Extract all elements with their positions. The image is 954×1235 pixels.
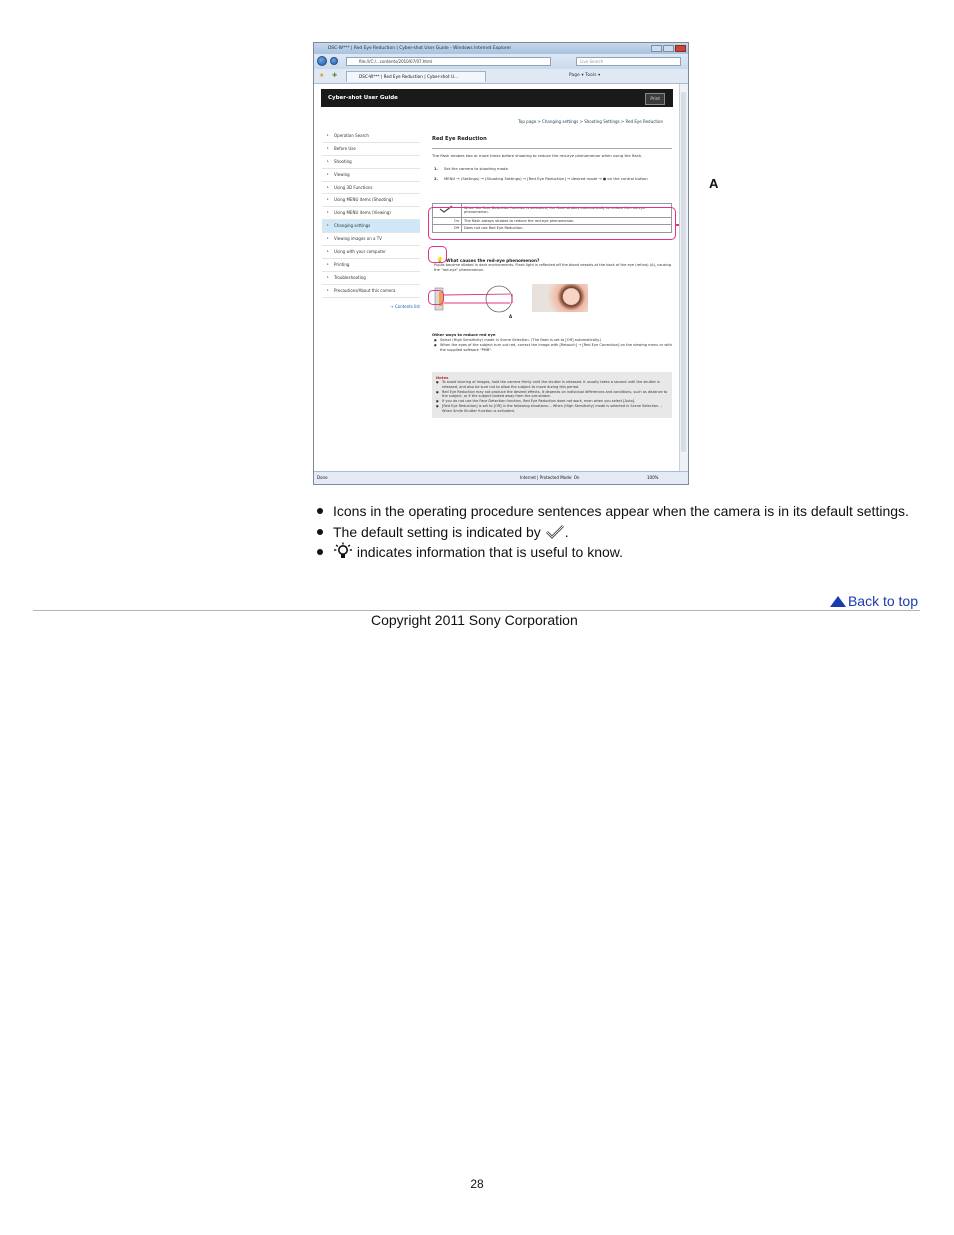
hint-title: What causes the red-eye phenomenon? xyxy=(446,258,540,263)
menu-item: ▸ Using with your computer xyxy=(322,246,420,259)
menu-item: ▸ Viewing images on a TV xyxy=(322,233,420,246)
scrollbar xyxy=(679,84,688,472)
note-item: ● To avoid blurring of images, hold the camera firmly until the shutter is released. It usually takes a second until the shutter is released, and also be sure not to allow the subject to move during this period. xyxy=(436,380,668,390)
option-desc: When the Face Detection function is activated, the flash strobes automatically to reduce the red-eye phenomenon. xyxy=(462,204,672,218)
heading-rule xyxy=(432,148,672,149)
note-item: ● Red Eye Reduction may not produce the desired effects. It depends on individual differences and conditions, such as distance to the subject, or if the subject looked away from the pre-strobe. xyxy=(436,390,668,400)
guide-heading: Red Eye Reduction xyxy=(432,136,487,142)
guide-main xyxy=(432,136,673,413)
option-key: On xyxy=(433,217,462,225)
forward-arrow-icon xyxy=(330,57,338,65)
menu-item: ▸ Using MENU items (Shooting) xyxy=(322,194,420,207)
info-bullets xyxy=(314,501,944,563)
maximize-icon xyxy=(663,45,674,52)
address-bar xyxy=(314,54,688,69)
guide-header xyxy=(321,89,673,107)
diagram-label: A xyxy=(509,314,513,319)
procedure-callout xyxy=(428,207,676,240)
menu-item: ▸ Troubleshooting xyxy=(322,272,420,285)
close-icon xyxy=(675,45,686,52)
menu-item: ▸ Before Use xyxy=(322,143,420,156)
minimize-icon xyxy=(651,45,662,52)
other-item: ● When the eyes of the subject turn out red, correct the image with [Retouch] → [Red Eye Correction] on the viewing menu or with the supplied software "PMB". xyxy=(432,343,672,353)
zoom-level: 100% xyxy=(647,475,659,480)
hint-callout xyxy=(428,290,444,305)
bullet-text: Icons in the operating procedure sentences appear when the camera is in its default settings. xyxy=(333,503,909,519)
other-ways xyxy=(432,332,672,353)
footer-divider xyxy=(33,610,920,611)
menu-item: ▸ Using 3D Functions xyxy=(322,182,420,195)
browser-screenshot-image xyxy=(313,42,689,485)
browser-tab: DSC-W*** | Red Eye Reduction | Cyber-shot U... xyxy=(346,71,486,82)
contents-list-link: → Contents list xyxy=(390,303,420,309)
option-key: Off xyxy=(433,225,462,233)
page-number: 28 xyxy=(470,1177,484,1191)
window-controls xyxy=(651,45,686,52)
print-button: Print xyxy=(645,93,665,105)
default-setting-callout xyxy=(428,246,447,263)
bullet-item: The default setting is indicated by . xyxy=(314,522,944,543)
notes-box xyxy=(432,372,672,418)
intro-text: The flash strobes two or more times before shooting to reduce the red-eye phenomenon when using the flash. xyxy=(432,153,643,158)
eye-diagram-icon xyxy=(434,284,524,328)
menu-item: ▸ Viewing xyxy=(322,169,420,182)
back-to-top-link[interactable]: Back to top xyxy=(830,593,918,609)
back-arrow-icon xyxy=(317,56,327,66)
tab-bar xyxy=(314,69,688,84)
bullet-item xyxy=(314,501,944,522)
side-menu xyxy=(322,130,420,309)
breadcrumb: Top page > Changing settings > Shooting Settings > Red Eye Reduction xyxy=(518,119,663,124)
copyright-text: Copyright 2011 Sony Corporation xyxy=(371,612,578,628)
status-text: Done xyxy=(317,475,328,480)
search-field: Live Search xyxy=(576,57,681,66)
guide-title: Cyber-shot User Guide xyxy=(328,95,398,101)
menu-item: ▸ Printing xyxy=(322,259,420,272)
lightbulb-hint-icon: 💡 xyxy=(436,257,444,264)
step-2: MENU → (Settings) → (Shooting Settings) → [Red Eye Reduction] → desired mode → ● on the control button xyxy=(444,176,648,181)
note-item: ● [Red Eye Reduction] is set to [Off] in the following situations: – When (High Sensitivity) mode is selected in Scene Selection. – When Smile Shutter function is activated. xyxy=(436,404,668,414)
hint-box xyxy=(434,258,674,272)
menu-item: ▸ Operation Search xyxy=(322,130,420,143)
note-item: ● If you do not use the Face Detection function, Red Eye Reduction does not work, even when you select [Auto]. xyxy=(436,399,668,404)
menu-item: ▸ Precautions/About this camera xyxy=(322,285,420,298)
bullet-text: indicates information that is useful to know. xyxy=(356,544,624,560)
zone-status: Internet | Protected Mode: On xyxy=(520,475,580,480)
other-item: ● Select (High Sensitivity) mode in Scene Selection. (The flash is set to [Off] automatically.) xyxy=(432,338,672,343)
window-titlebar xyxy=(314,43,688,54)
status-bar xyxy=(314,471,688,484)
menu-item: ▸ Using MENU items (Viewing) xyxy=(322,207,420,220)
bullet-item xyxy=(314,542,944,563)
procedure-steps: 1. Set the camera to shooting mode. 2. MENU → (Settings) → (Shooting Settings) → [Red Eye Reduction] → desired mode → ● on the control button xyxy=(434,166,648,181)
callout-letter-a: A xyxy=(709,176,719,191)
up-triangle-icon xyxy=(830,596,846,607)
other-title: Other ways to reduce red eye xyxy=(432,332,496,337)
checkmark-icon xyxy=(545,524,565,540)
add-favorite-icon: ✚ xyxy=(332,72,338,79)
address-field: file:///C:/...contents/2010/07/07.html xyxy=(346,57,551,66)
guide-page xyxy=(314,84,680,472)
bullet-text: The default setting is indicated by xyxy=(333,523,541,540)
window-title: DSC-W*** | Red Eye Reduction | Cyber-shot User Guide - Windows Internet Explorer xyxy=(328,46,512,51)
option-desc: The flash always strobes to reduce the red-eye phenomenon. xyxy=(462,217,672,225)
menu-item: ▸ Shooting xyxy=(322,156,420,169)
menu-item-active: ▸ Changing settings xyxy=(322,220,420,233)
lightbulb-hint-icon xyxy=(333,542,353,560)
hint-body: Pupils become dilated in dark environments. Flash light is reflected off the blood vessels at the back of the eye (retina) (A), causing the "red-eye" phenomenon. xyxy=(434,263,672,272)
option-desc: Does not use Red Eye Reduction. xyxy=(462,225,672,233)
child-photo-image xyxy=(532,284,588,312)
toolbar-menus: Page ▾ Tools ▾ xyxy=(569,72,601,77)
notes-title: Notes xyxy=(436,375,449,380)
step-1: Set the camera to shooting mode. xyxy=(444,166,510,171)
favorites-star-icon: ★ xyxy=(319,72,325,79)
